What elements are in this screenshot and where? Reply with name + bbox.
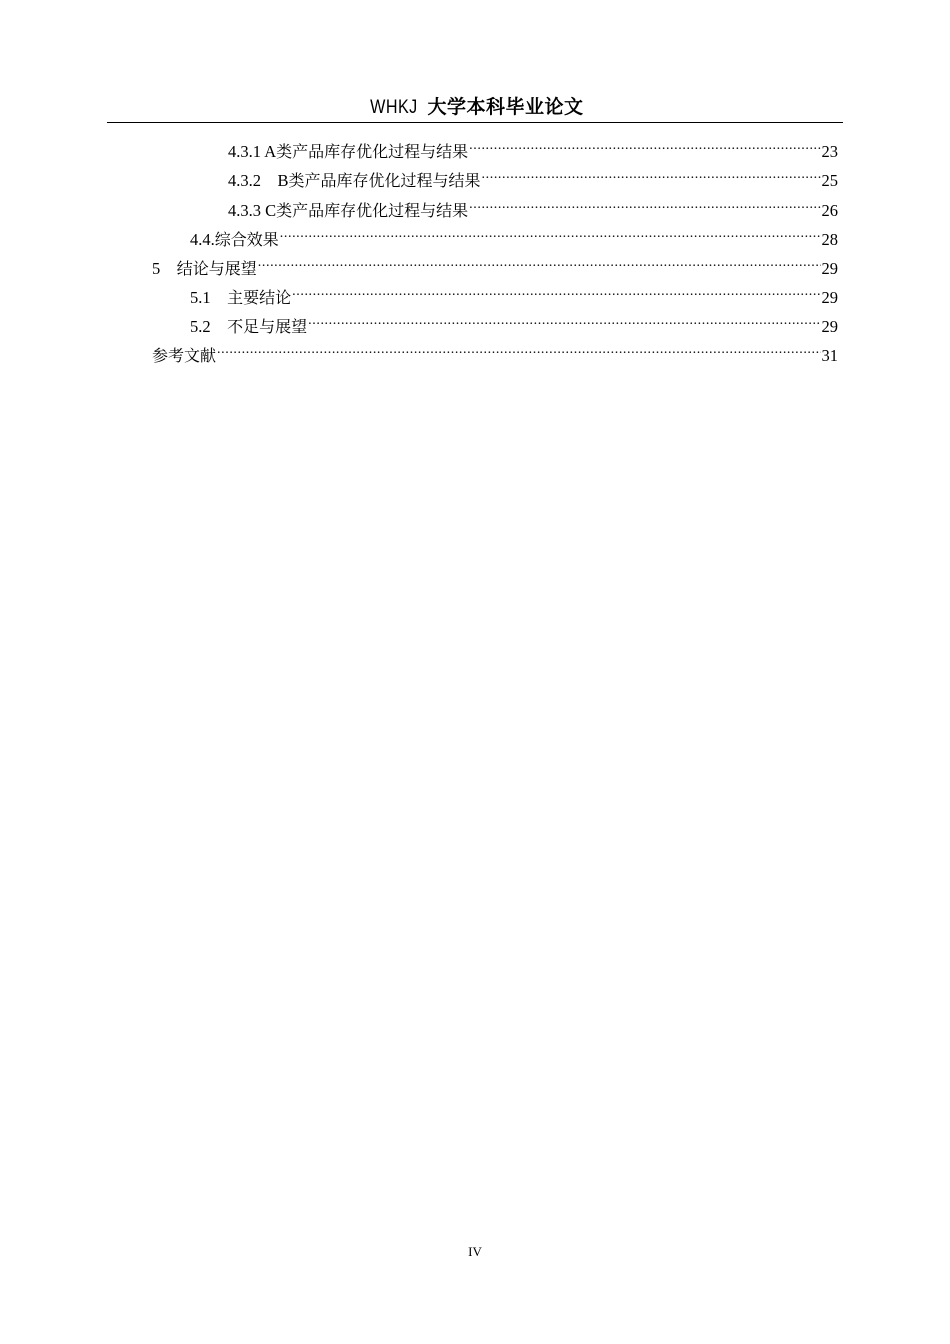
- toc-entry[interactable]: [228, 162, 838, 190]
- toc-leader-dots: [292, 279, 820, 303]
- toc-entry-page: 29: [821, 288, 838, 307]
- toc-entry-number: 4.3.1 A: [228, 142, 277, 161]
- toc-entry-page: 31: [821, 346, 838, 365]
- toc-entry-title: 参考文献: [152, 346, 217, 365]
- toc-leader-dots: [469, 192, 820, 216]
- toc-entry-number: 4.3.2 B: [228, 171, 289, 190]
- toc-entry[interactable]: [190, 308, 838, 336]
- toc-entry-title: 不足与展望: [227, 317, 308, 336]
- header-rule: [107, 122, 843, 123]
- toc-entry-title: 综合效果: [214, 230, 279, 249]
- toc-entry-title: 主要结论: [227, 288, 292, 307]
- toc-entry-page: 23: [821, 142, 838, 161]
- toc-entry[interactable]: [152, 337, 838, 365]
- toc-entry-number: 5.1: [190, 288, 228, 307]
- toc-leader-dots: [258, 250, 821, 274]
- toc-entry[interactable]: [152, 250, 838, 278]
- header-title: [366, 94, 583, 121]
- toc-entry-page: 26: [821, 201, 838, 220]
- toc-entry-title: 结论与展望: [176, 259, 257, 278]
- toc-leader-dots: [217, 337, 820, 361]
- toc-entry-number: 5: [152, 259, 177, 278]
- toc-entry[interactable]: [190, 279, 838, 307]
- toc-entry-title: 类产品库存优化过程与结果: [276, 142, 469, 161]
- toc-entry[interactable]: [190, 221, 838, 249]
- toc-leader-dots: [482, 162, 821, 186]
- toc-entry-page: 29: [821, 259, 838, 278]
- toc-entry[interactable]: [228, 192, 838, 220]
- toc-entry[interactable]: [228, 133, 838, 161]
- toc-entry-title: 类产品库存优化过程与结果: [288, 171, 481, 190]
- page-header: [107, 94, 843, 121]
- toc-leader-dots: [280, 221, 821, 245]
- toc-entry-number: 4.3.3 C: [228, 201, 277, 220]
- header-title-cjk: 大学本科毕业论文: [427, 96, 584, 118]
- toc-entry-page: 29: [821, 317, 838, 336]
- toc-leader-dots: [308, 308, 820, 332]
- toc-leader-dots: [469, 133, 820, 157]
- toc-entry-title: 类产品库存优化过程与结果: [276, 201, 469, 220]
- toc-entry-page: 25: [821, 171, 838, 190]
- header-title-latin: WHKJ: [370, 97, 419, 118]
- page-number: IV: [468, 1244, 482, 1259]
- toc-entry-number: 5.2: [190, 317, 228, 336]
- toc-entry-number: 4.4.: [190, 230, 215, 249]
- toc-entry-page: 28: [821, 230, 838, 249]
